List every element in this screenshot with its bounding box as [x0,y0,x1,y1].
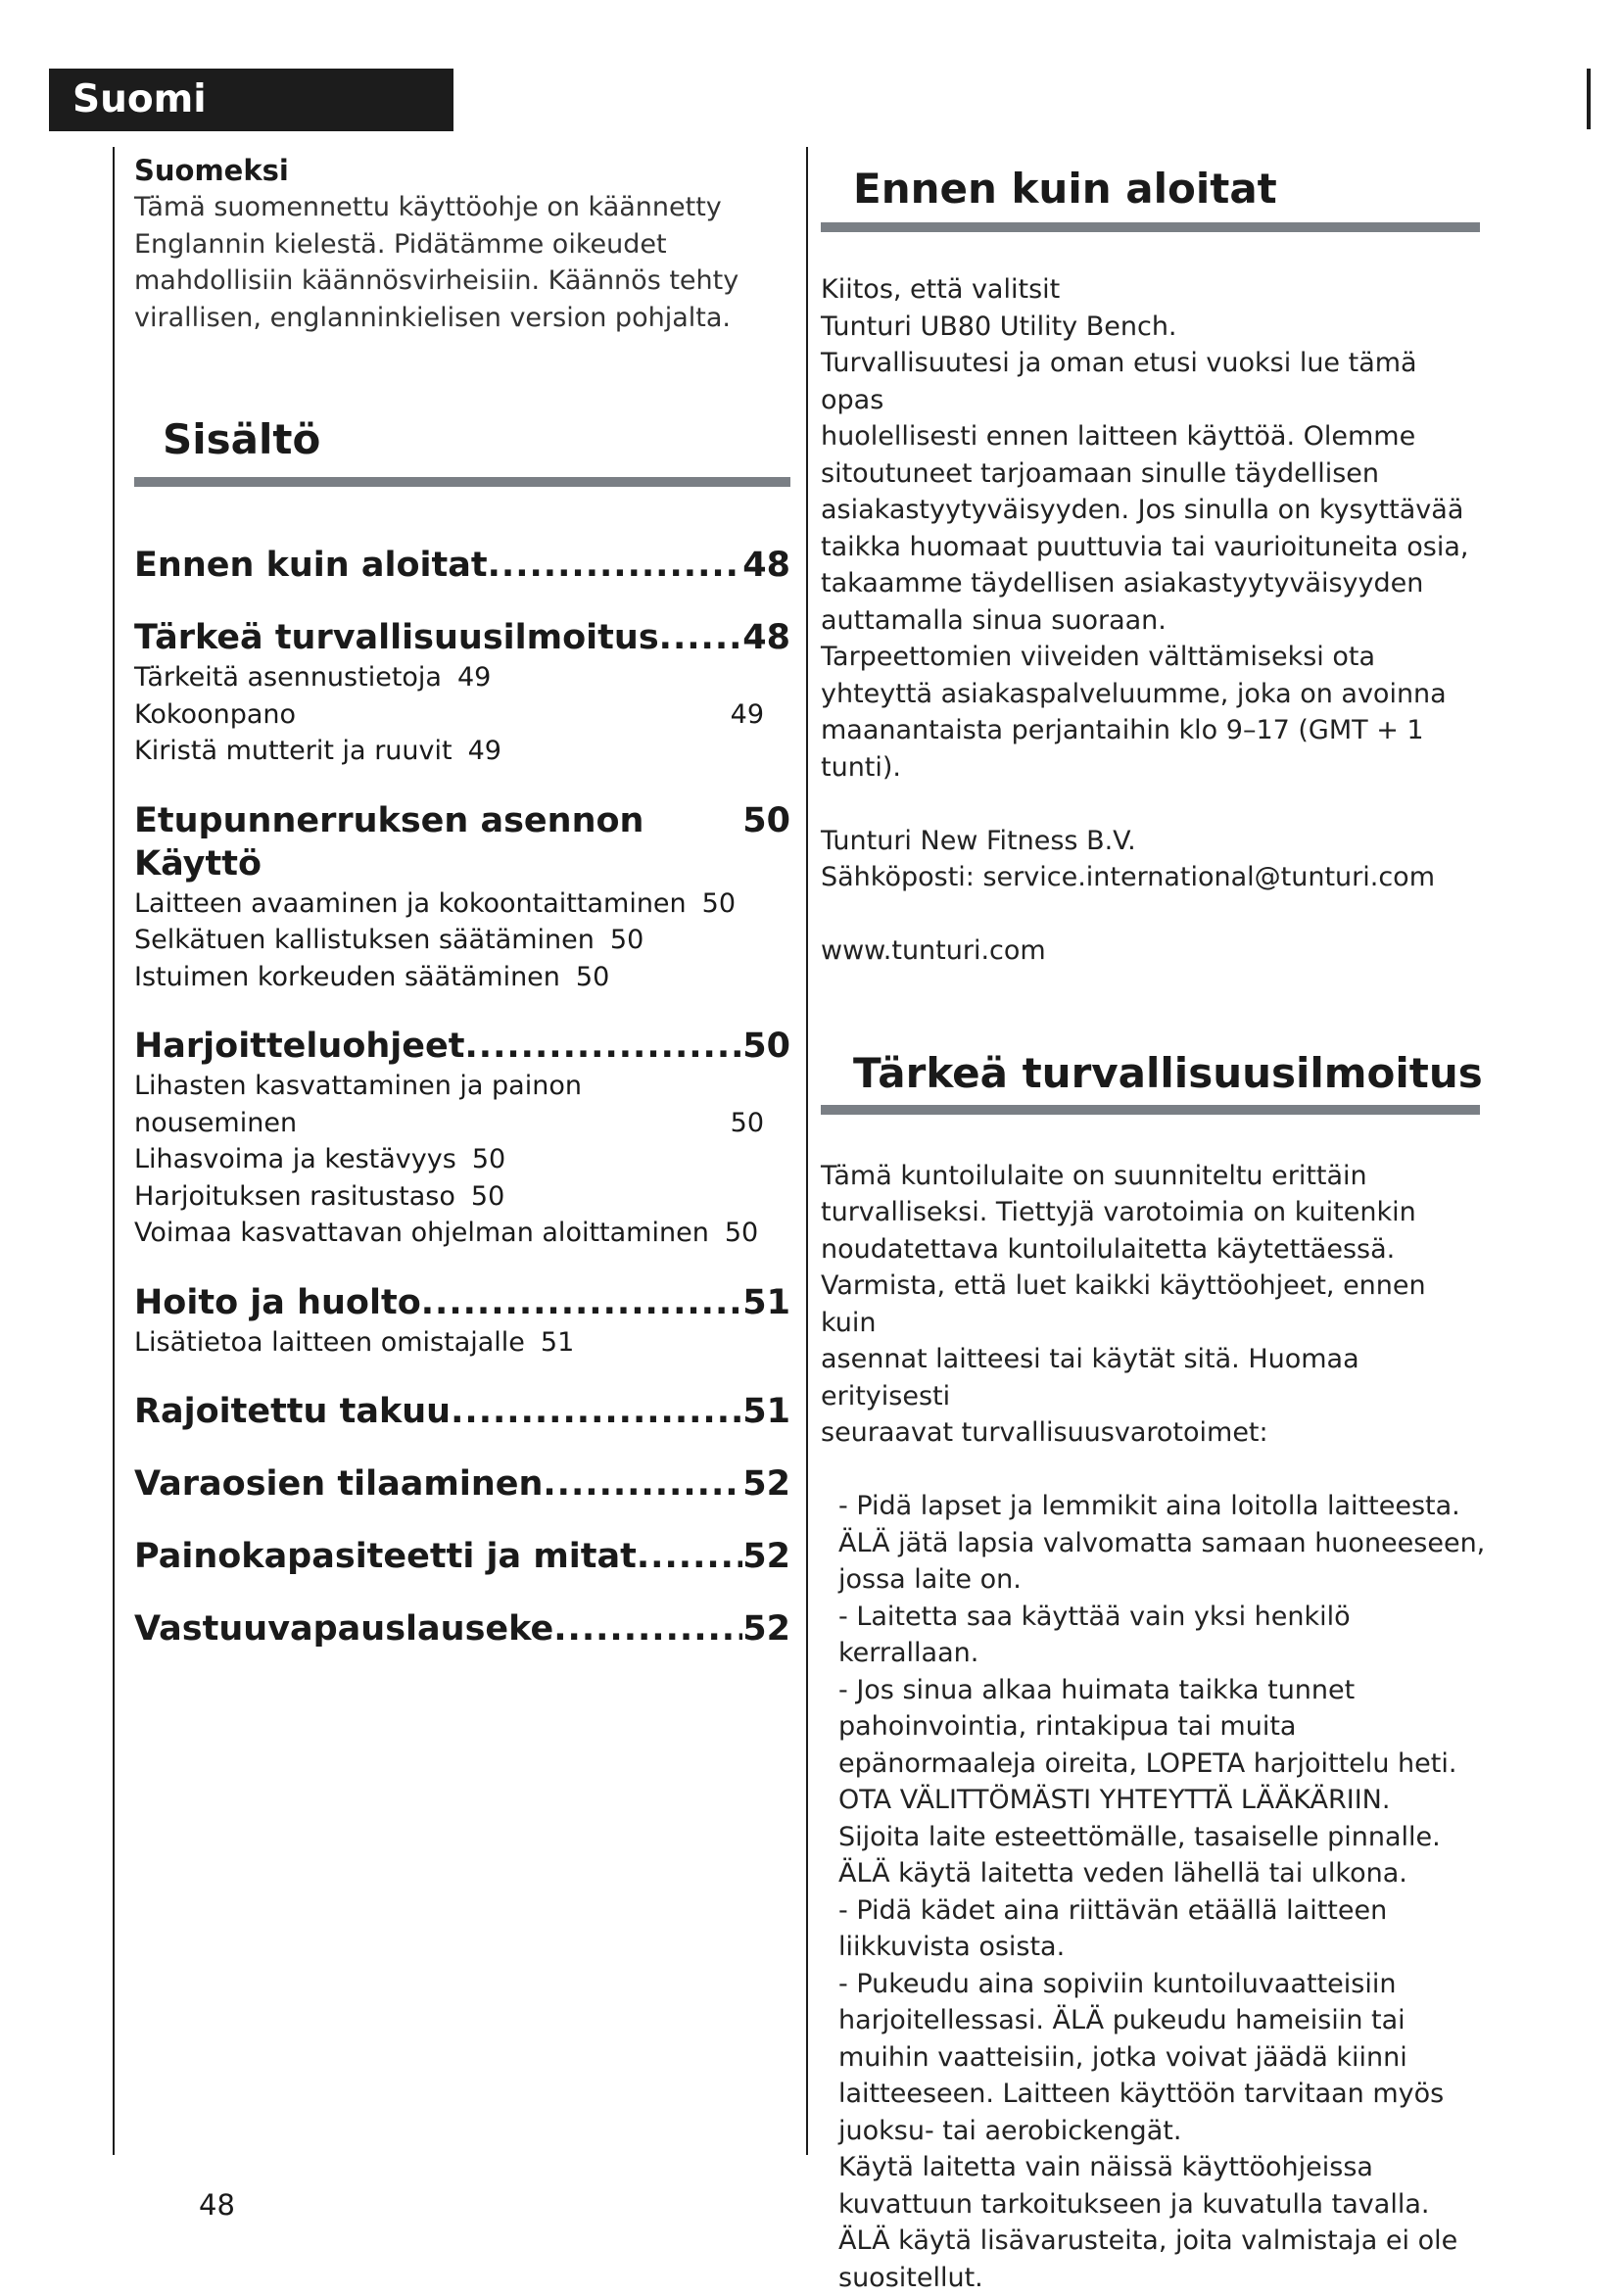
toc-subentry-page: 50 [576,959,609,996]
before-start-text: Kiitos, että valitsit Tunturi UB80 Utility Bench. Turvallisuutesi ja oman etusi vuoksi lue tämä opas huolellisesti ennen laitteen käyttöä. Olemme sitoutuneet tarjoamaan sinulle täydellisen asiakastyytyväisyyden. Jos sinulla on kysyttävää taikka huomaat puuttuvia tai vaurioituneita osia, takaamme täydellisen asiakastyytyväisyyden auttamalla sinua suoraan. Tarpeettomien viiveiden välttämiseksi ota yhteyttä asiakaspalveluumme, joka on avoinna maanantaista perjantaihin klo 9–17 (GMT + 1 tunti). [821,271,1487,786]
toc-entry-page: 51 [742,1281,790,1324]
toc-entry-page: 52 [742,1462,790,1506]
toc-section [134,1025,790,1252]
toc-entry-page: 51 [742,1390,790,1433]
toc-section [134,544,790,587]
toc-subentry[interactable] [134,1068,790,1105]
toc-subentry-label: Tärkeitä asennustietoja [134,659,442,696]
safety-bullet-item: - Laitetta saa käyttää vain yksi henkilö kerrallaan. [838,1599,1487,1672]
toc-subentry-page: 49 [457,659,491,696]
toc-entry-page: 50 [742,1025,790,1068]
toc-leader-dots [553,1607,742,1650]
toc-section [134,1390,790,1433]
toc-section [134,799,790,996]
toc-entry-page: 48 [742,616,790,659]
toc-entry-title: Rajoitettu takuu [134,1390,451,1433]
toc-subentry-label: Laitteen avaaminen ja kokoontaittaminen [134,885,687,923]
toc-subentry-label: nouseminen [134,1105,715,1142]
safety-bullet-list [821,1488,1487,2296]
language-tab: Suomi [49,69,453,131]
toc-entry-title: Varaosien tilaaminen [134,1462,543,1506]
toc-entry[interactable] [134,1281,790,1324]
toc-entry-title: Tärkeä turvallisuusilmoitus [134,616,659,659]
toc-title: Sisältö [134,414,790,465]
right-column [821,152,1487,2296]
toc-leader-dots [421,1281,743,1324]
toc-entry-title: Ennen kuin aloitat [134,544,488,587]
toc-section [134,1535,790,1578]
left-column-rule [113,147,115,2155]
toc-subentry-label: Selkätuen kallistuksen säätäminen [134,922,595,959]
toc-leader-dots [659,616,743,659]
safety-rule [821,1105,1480,1115]
toc-entry[interactable] [134,1025,790,1068]
company-name: Tunturi New Fitness B.V. [821,823,1487,860]
contact-email[interactable]: Sähköposti: service.international@tunturi.com [821,859,1487,896]
toc-entry-title: Etupunnerruksen asennon Käyttö [134,799,742,885]
toc-entry[interactable] [134,1462,790,1506]
toc-subentry-label: Lisätietoa laitteen omistajalle [134,1324,525,1362]
intro-heading: Suomeksi [134,152,790,189]
toc-entry-page: 52 [742,1535,790,1578]
safety-bullet-item: - Pidä lapset ja lemmikit aina loitolla laitteesta. ÄLÄ jätä lapsia valvomatta samaan huoneeseen, jossa laite on. [838,1488,1487,1599]
center-column-rule [806,147,808,2155]
toc-section [134,1462,790,1506]
toc-subentry[interactable] [134,1105,790,1142]
before-start-title: Ennen kuin aloitat [821,164,1487,215]
toc-entry[interactable] [134,1535,790,1578]
page-number: 48 [199,2188,235,2222]
toc-entry-page: 52 [742,1607,790,1650]
toc-entry[interactable] [134,1390,790,1433]
toc-entry[interactable] [134,616,790,659]
toc-leader-dots [543,1462,742,1506]
safety-bullet-item: - Jos sinua alkaa huimata taikka tunnet pahoinvointia, rintakipua tai muita epänormaaleja oireita, LOPETA harjoittelu heti. OTA VÄLITTÖMÄSTI YHTEYTTÄ LÄÄKÄRIIN. Sijoita laite esteettömälle, tasaiselle pinnalle. ÄLÄ käytä laitetta veden lähellä tai ulkona. [838,1672,1487,1892]
toc-subentry-page: 51 [541,1324,574,1362]
toc-subentry-page: 50 [702,885,736,923]
toc-section [134,616,790,770]
toc-section [134,1607,790,1650]
toc-subentry-label: Lihasten kasvattaminen ja painon [134,1068,582,1105]
toc-title-rule [134,477,790,487]
toc-section [134,1281,790,1362]
toc-entry-page: 50 [742,799,790,842]
toc-subentry-page: 49 [731,696,764,734]
left-column [134,152,790,1680]
toc-subentry-page: 50 [610,922,643,959]
toc-subentry[interactable] [134,1141,790,1178]
safety-bullet-item: - Pukeudu aina sopiviin kuntoiluvaatteisiin harjoitellessasi. ÄLÄ pukeudu hameisiin tai muihin vaatteisiin, jotka voivat jäädä kiinni laitteeseen. Laitteen käyttöön tarvitaan myös juoksu- tai aerobickengät. Käytä laitetta vain näissä käyttöohjeissa kuvattuun tarkoitukseen ja kuvatulla tavalla. ÄLÄ käytä lisävarusteita, joita valmistaja ei ole suositellut. [838,1966,1487,2296]
toc-subentry[interactable] [134,1178,790,1216]
toc-entry[interactable] [134,1607,790,1650]
toc-entry-title: Hoito ja huolto [134,1281,421,1324]
toc-entry[interactable] [134,799,790,885]
toc-subentry-page: 50 [731,1105,764,1142]
toc-subentry[interactable] [134,733,790,770]
safety-title: Tärkeä turvallisuusilmoitus [821,1048,1487,1099]
toc-subentry[interactable] [134,1324,790,1362]
toc-subentry[interactable] [134,1215,790,1252]
toc-entry-title: Painokapasiteetti ja mitat [134,1535,637,1578]
toc-subentry-label: Voimaa kasvattavan ohjelman aloittaminen [134,1215,709,1252]
toc-entry-page: 48 [742,544,790,587]
toc-leader-dots [488,544,743,587]
toc-subentry-label: Lihasvoima ja kestävyys [134,1141,456,1178]
toc-subentry-page: 50 [471,1178,504,1216]
before-start-rule [821,222,1480,232]
toc-subentry[interactable] [134,885,790,923]
toc-entry-title: Harjoitteluohjeet [134,1025,465,1068]
toc-subentry[interactable] [134,959,790,996]
toc-subentry-page: 50 [472,1141,505,1178]
toc-entry-title: Vastuuvapauslauseke [134,1607,553,1650]
toc-leader-dots [637,1535,742,1578]
toc-subentry-label: Kiristä mutterit ja ruuvit [134,733,453,770]
toc-entry[interactable] [134,544,790,587]
toc-leader-dots [465,1025,743,1068]
toc-subentry-page: 50 [725,1215,758,1252]
toc-subentry-label: Harjoituksen rasitustaso [134,1178,455,1216]
website-link[interactable]: www.tunturi.com [821,933,1487,970]
intro-text: Tämä suomennettu käyttöohje on käännetty Englannin kielestä. Pidätämme oikeudet mahdollisiin käännösvirheisiin. Käännös tehty virallisen, englanninkielisen version pohjalta. [134,189,790,336]
safety-text: Tämä kuntoilulaite on suunniteltu erittäin turvalliseksi. Tiettyjä varotoimia on kuitenkin noudatettava kuntoilulaitetta käytettäessä. Varmista, että luet kaikki käyttöohjeet, ennen kuin asennat laitteesi tai käytät sitä. Huomaa erityisesti seuraavat turvallisuusvarotoimet: [821,1158,1487,1452]
table-of-contents [134,544,790,1650]
toc-subentry[interactable] [134,696,790,734]
toc-subentry-label: Istuimen korkeuden säätäminen [134,959,560,996]
toc-subentry-page: 49 [468,733,501,770]
toc-subentry[interactable] [134,659,790,696]
toc-subentry-label: Kokoonpano [134,696,715,734]
toc-subentry[interactable] [134,922,790,959]
safety-bullet-item: - Pidä kädet aina riittävän etäällä laitteen liikkuvista osista. [838,1892,1487,1966]
toc-leader-dots [451,1390,742,1433]
page-edge-mark [1587,69,1591,129]
